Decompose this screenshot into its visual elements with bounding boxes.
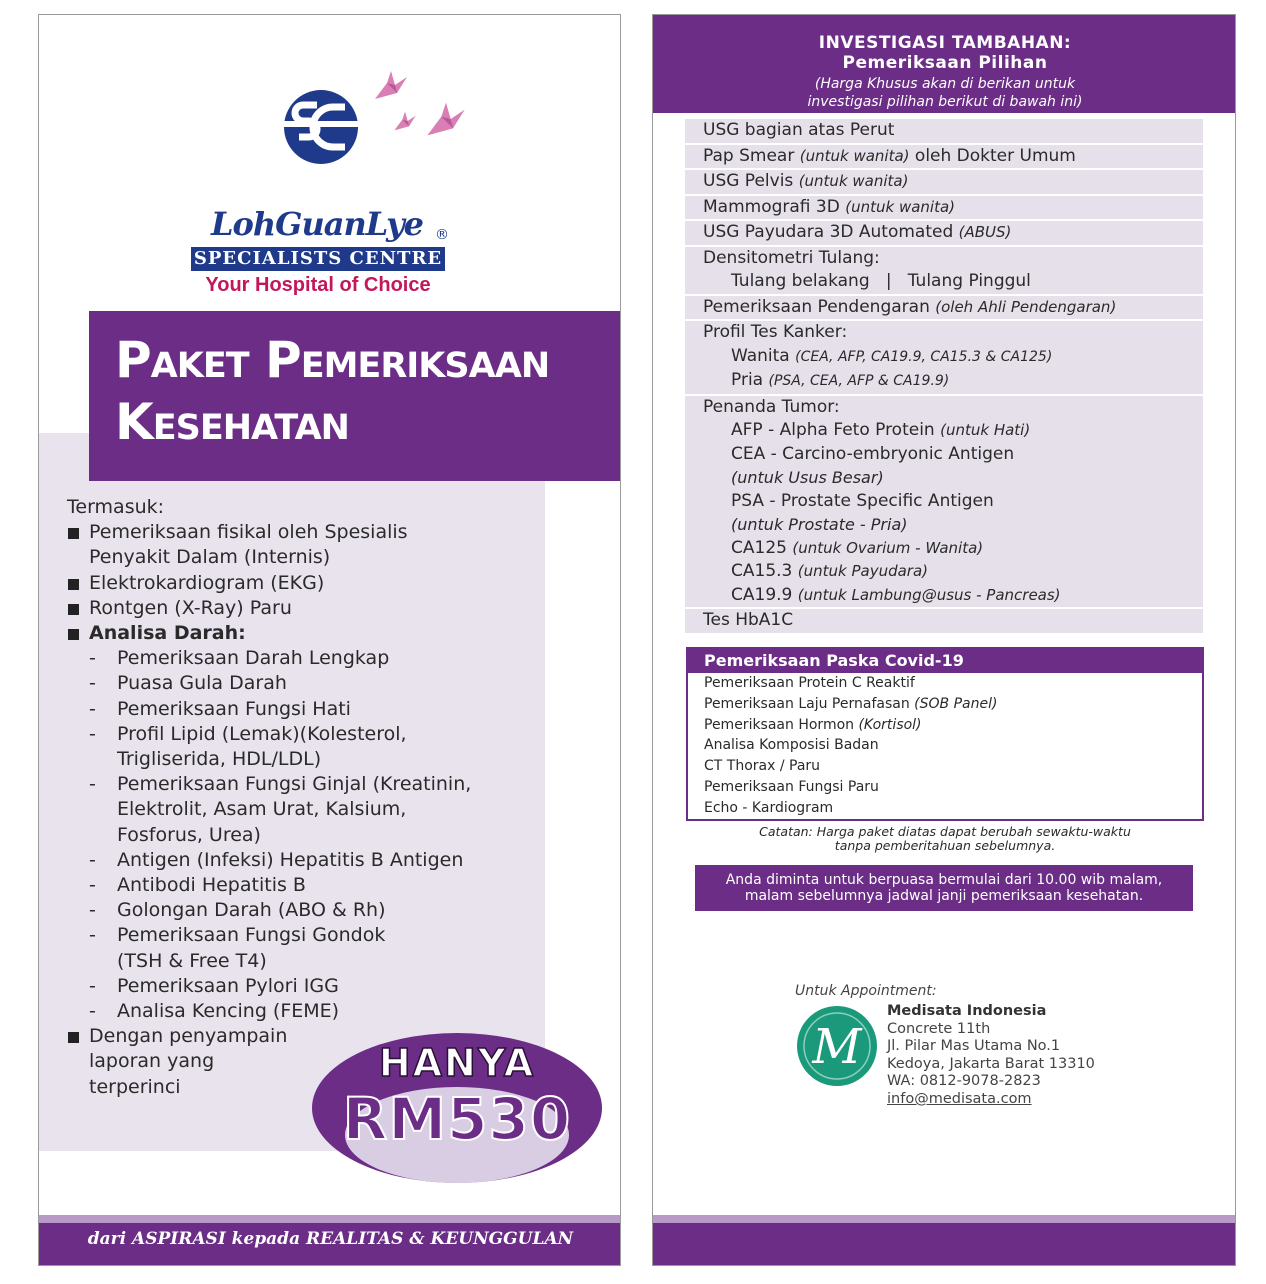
- footer-stripe: [39, 1215, 621, 1223]
- list-item: Pemeriksaan Fungsi Paru: [704, 778, 879, 795]
- fasting-notice: Anda diminta untuk berpuasa bermulai dari 10.00 wib malam, malam sebelumnya jadwal janji pemeriksaan kesehatan.: [695, 865, 1193, 911]
- paper-crane-icon: [393, 109, 417, 133]
- list-item: Pemeriksaan Hormon (Kortisol): [704, 716, 922, 733]
- list-item: USG Pelvis (untuk wanita): [685, 170, 1203, 196]
- list-item: - Golongan Darah (ABO & Rh): [67, 898, 537, 923]
- whatsapp-number: WA: 0812-9078-2823: [887, 1073, 1041, 1090]
- list-item: Profil Tes Kanker: Wanita (CEA, AFP, CA19.9, CA15.3 & CA125) Pria (PSA, CEA, AFP & CA19.9): [685, 321, 1203, 396]
- investigation-title: INVESTIGASI TAMBAHAN:: [818, 33, 1072, 53]
- paper-crane-icon: [373, 69, 409, 101]
- list-item: Pemeriksaan Protein C Reaktif: [704, 675, 915, 691]
- list-item: - Pemeriksaan Fungsi Ginjal (Kreatinin, Elektrolit, Asam Urat, Kalsium, Fosforus, Urea): [67, 772, 537, 848]
- hospital-logo: [179, 55, 479, 296]
- list-item: - Pemeriksaan Fungsi Gondok (TSH & Free T4): [67, 923, 537, 973]
- medisata-m-logo-icon: [796, 1005, 878, 1087]
- list-item: CT Thorax / Paru: [704, 758, 821, 775]
- list-item: Analisa Komposisi Badan: [704, 737, 879, 754]
- paper-crane-icon: [425, 99, 467, 139]
- address-line: Jl. Pilar Mas Utama No.1: [887, 1038, 1061, 1055]
- list-item: Elektrokardiogram (EKG): [67, 571, 537, 596]
- list-item: Pemeriksaan Laju Pernafasan (SOB Panel): [704, 695, 998, 712]
- investigation-note-1: (Harga Khusus akan di berikan untuk: [814, 76, 1076, 92]
- appointment-contact: [887, 1003, 1095, 1109]
- title-band: [89, 311, 621, 481]
- price-note: Catatan: Harga paket diatas dapat berubah sewaktu-waktu tanpa pemberitahuan sebelumnya.: [759, 824, 1131, 853]
- list-item: Pap Smear (untuk wanita) oleh Dokter Umum: [685, 145, 1203, 171]
- list-item: Echo - Kardiogram: [704, 799, 834, 816]
- registered-mark: ®: [435, 227, 449, 243]
- footer-band: [653, 1223, 1236, 1266]
- appointment-label: Untuk Appointment:: [795, 983, 937, 999]
- list-item: - Antibodi Hepatitis B: [67, 873, 537, 898]
- list-item: Tes HbA1C: [685, 609, 1203, 635]
- list-item: Pemeriksaan Pendengaran (oleh Ahli Pendengaran): [685, 296, 1203, 322]
- investigation-subtitle: Pemeriksaan Pilihan: [842, 53, 1048, 73]
- svg-text:M: M: [812, 1019, 862, 1075]
- clinic-name: Medisata Indonesia: [887, 1003, 1047, 1019]
- list-item: USG Payudara 3D Automated (ABUS): [685, 221, 1203, 247]
- address-line: Concrete 11th: [887, 1020, 991, 1037]
- list-item: Mammografi 3D (untuk wanita): [685, 196, 1203, 222]
- investigation-note-2: investigasi pilihan berikut di bawah ini): [807, 94, 1083, 110]
- list-item: Densitometri Tulang: Tulang belakang | Tulang Pinggul: [685, 247, 1203, 296]
- list-item: - Pemeriksaan Pylori IGG: [67, 974, 537, 999]
- list-item: - Pemeriksaan Fungsi Hati: [67, 697, 537, 722]
- page-title-line-2: Kesehatan: [115, 393, 349, 451]
- list-item: - Analisa Kencing (FEME): [67, 999, 537, 1024]
- includes-label: Termasuk:: [67, 496, 165, 518]
- price-amount: RM530: [342, 1085, 572, 1153]
- post-covid-title: Pemeriksaan Paska Covid-19: [688, 649, 1202, 673]
- email-link[interactable]: info@medisata.com: [887, 1090, 1032, 1107]
- list-item: Rontgen (X-Ray) Paru: [67, 596, 537, 621]
- list-item: Dengan penyampain laporan yang terperinci: [67, 1024, 537, 1100]
- list-item: - Antigen (Infeksi) Hepatitis B Antigen: [67, 848, 537, 873]
- price-prefix: HANYA: [378, 1041, 536, 1085]
- investigation-header: [653, 15, 1236, 113]
- footer-slogan: dari ASPIRASI kepada REALITAS & KEUNGGULAN: [87, 1229, 574, 1249]
- list-item: - Puasa Gula Darah: [67, 671, 537, 696]
- footer-stripe: [653, 1215, 1236, 1223]
- logo-tagline: Your Hospital of Choice: [205, 274, 431, 296]
- list-item: Penanda Tumor: AFP - Alpha Feto Protein (untuk Hati) CEA - Carcino-embryonic Antigen (untuk Usus Besar) PSA - Prostate Specific Antigen (untuk Prostate - Pria) CA125 (untuk Ovarium - Wanita) CA15.3 (untuk Payudara) CA19.9 (untuk Lambung@usus - Pancreas): [685, 396, 1203, 610]
- list-item: USG bagian atas Perut: [685, 119, 1203, 145]
- left-brochure-panel: [38, 14, 621, 1266]
- post-covid-box: [686, 647, 1204, 821]
- list-item-blood-analysis: Analisa Darah:: [67, 621, 537, 646]
- logo-specialists-bar: SPECIALISTS CENTRE: [191, 247, 445, 271]
- address-line: Kedoya, Jakarta Barat 13310: [887, 1055, 1095, 1072]
- right-brochure-panel: [652, 14, 1236, 1266]
- page-title-line-1: Paket Pemeriksaan: [115, 331, 550, 389]
- investigation-list: [685, 119, 1203, 635]
- included-checks-list: [67, 495, 537, 1100]
- sc-circle-logo-icon: [283, 89, 359, 165]
- logo-brand-script: LohGuanLye: [211, 205, 424, 243]
- list-item: - Pemeriksaan Darah Lengkap: [67, 646, 537, 671]
- list-item: - Profil Lipid (Lemak)(Kolesterol, Trigliserida, HDL/LDL): [67, 722, 537, 772]
- list-item: Pemeriksaan fisikal oleh Spesialis Penyakit Dalam (Internis): [67, 520, 537, 570]
